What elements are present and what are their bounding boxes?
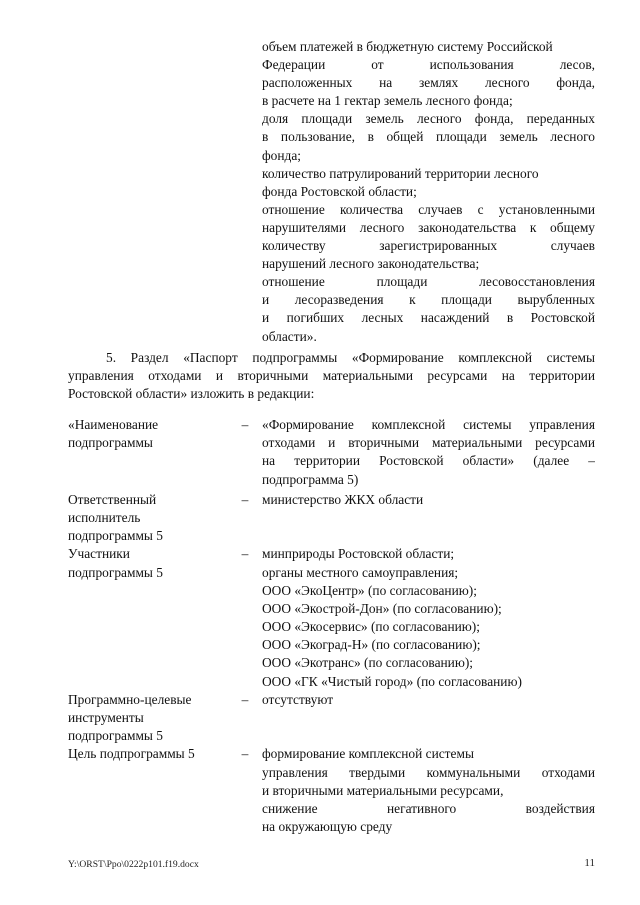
dash-separator: – xyxy=(241,417,249,432)
label-line: Участники xyxy=(68,546,130,562)
paragraph-line: 5. Раздел «Паспорт подпрограммы «Формирование комплексной системы xyxy=(106,350,595,365)
row-label xyxy=(68,691,228,746)
indicator-line: Федерации от использования лесов, xyxy=(262,57,595,73)
value-line: «Формирование комплексной системы управления xyxy=(262,417,595,432)
value-line: на территории Ростовской области» (далее – xyxy=(262,453,595,469)
row-label xyxy=(68,416,228,489)
passport-row-instruments xyxy=(68,691,595,746)
value-line: ООО «Экосервис» (по согласованию); xyxy=(262,619,480,635)
section-5-paragraph xyxy=(68,349,595,404)
indicator-line: количеству зарегистрированных случаев xyxy=(262,238,595,254)
row-value xyxy=(262,745,595,836)
indicator-line: нарушителями лесного законодательства к общему xyxy=(262,219,595,235)
value-line: ООО «ЭкоЦентр» (по согласованию); xyxy=(262,582,477,598)
dash-separator: – xyxy=(241,746,249,762)
indicator-line: и погибших лесных насаждений в Ростовской xyxy=(262,310,595,326)
document-file-path: Y:\ORST\Ppo\0222p101.f19.docx xyxy=(68,859,199,870)
paragraph-line: управления отходами и вторичными материальными ресурсами на территории xyxy=(68,368,595,384)
indicator-line: области». xyxy=(262,328,317,344)
label-line: подпрограммы 5 xyxy=(68,528,163,544)
paragraph-line: Ростовской области» изложить в редакции: xyxy=(68,386,315,402)
row-value xyxy=(262,545,595,691)
row-label xyxy=(68,745,228,836)
row-value xyxy=(262,416,595,489)
label-line: исполнитель xyxy=(68,509,141,525)
label-line: подпрограммы 5 xyxy=(68,728,163,744)
passport-row-name xyxy=(68,416,595,489)
value-line: отходами и вторичными материальными ресурсами xyxy=(262,435,595,451)
label-line: инструменты xyxy=(68,710,144,725)
label-line: подпрограммы 5 xyxy=(68,564,163,580)
continued-indicators-list xyxy=(262,38,595,346)
passport-row-participants xyxy=(68,545,595,691)
value-line: минприроды Ростовской области; xyxy=(262,546,455,562)
value-line: на окружающую среду xyxy=(262,819,393,835)
passport-row-executor xyxy=(68,491,595,546)
value-line: ООО «Экоград-Н» (по согласованию); xyxy=(262,637,481,653)
dash-separator: – xyxy=(241,691,249,707)
indicator-line: нарушений лесного законодательства; xyxy=(262,256,480,272)
indicator-line: фонда; xyxy=(262,147,302,163)
indicator-line: и лесоразведения к площади вырубленных xyxy=(262,292,595,308)
indicator-line: отношение количества случаев с установленными xyxy=(262,201,595,217)
value-line: отсутствуют xyxy=(262,691,334,707)
value-line: министерство ЖКХ области xyxy=(262,491,424,507)
indicator-line: объем платежей в бюджетную систему Российской xyxy=(262,39,553,54)
value-line: ООО «Экострой-Дон» (по согласованию); xyxy=(262,600,502,616)
label-line: «Наименование xyxy=(68,417,159,432)
value-line: подпрограмма 5) xyxy=(262,471,359,487)
value-line: ООО «ГК «Чистый город» (по согласованию) xyxy=(262,673,522,689)
value-line: формирование комплексной системы xyxy=(262,746,474,762)
value-line: снижение негативного воздействия xyxy=(262,800,595,816)
indicator-line: отношение площади лесовосстановления xyxy=(262,274,595,290)
dash-separator: – xyxy=(241,546,249,562)
passport-row-goal xyxy=(68,745,595,836)
row-value xyxy=(262,691,595,746)
indicator-line: количество патрулирований территории лесного xyxy=(262,165,539,181)
row-value xyxy=(262,491,595,546)
subprogram-passport-table xyxy=(68,416,595,836)
row-label xyxy=(68,491,228,546)
label-line: Ответственный xyxy=(68,491,157,507)
label-line: Программно-целевые xyxy=(68,691,192,707)
value-line: и вторичными материальными ресурсами, xyxy=(262,782,504,798)
label-line: подпрограммы xyxy=(68,435,153,451)
row-label xyxy=(68,545,228,691)
indicator-line: доля площади земель лесного фонда, переданных xyxy=(262,111,595,127)
page-number: 11 xyxy=(584,857,595,869)
indicator-line: расположенных на землях лесного фонда, xyxy=(262,75,595,91)
value-line: органы местного самоуправления; xyxy=(262,564,459,580)
value-line: управления твердыми коммунальными отходами xyxy=(262,764,595,780)
value-line: ООО «Экотранс» (по согласованию); xyxy=(262,655,474,671)
indicator-line: в пользование, в общей площади земель лесного xyxy=(262,129,595,145)
label-line: Цель подпрограммы 5 xyxy=(68,746,195,762)
indicator-line: фонда Ростовской области; xyxy=(262,183,417,199)
indicator-line: в расчете на 1 гектар земель лесного фонда; xyxy=(262,93,513,109)
dash-separator: – xyxy=(241,491,249,507)
